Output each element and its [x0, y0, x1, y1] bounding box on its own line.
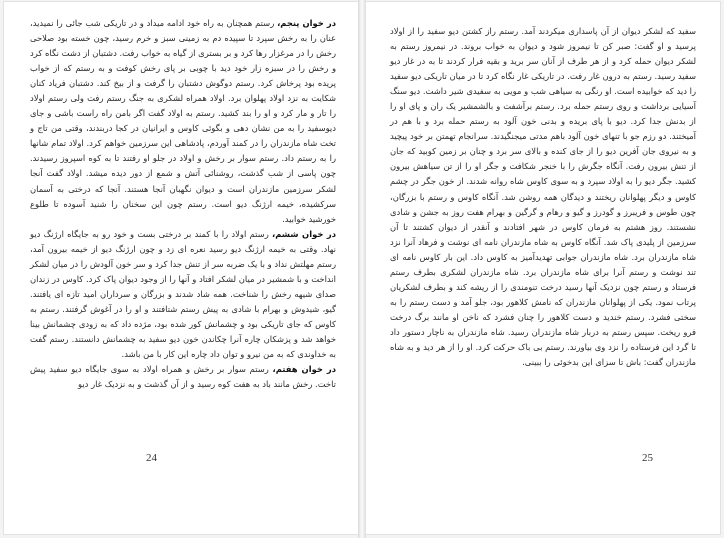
paragraph-text: رستم اولاد را با کمند بر درختی بست و خود رو به جایگاه ارژنگ دیو نهاد. وقتی به خیمه ارژنگ دیو رسید نعره ای زد و چون ارژنگ دیو از خیمه بیرون آمد، رستم مهلتش نداد و با یک ضربه سر از تنش جدا کرد و سر خون آلودش را در میان لشکر انداخت و با شمشیر در میان لشکر افتاد و آنها را از وجود دیوان پاک کرد. کاوس در زندان صدای شیهه رخش را شناخت. همه شاد شدند و بزرگان و سرداران امید تازه ای یافتند. گیو، شیدوش و بهرام با شادی به پیش رستم شتافتند و او را در آغوش گرفتند. رستم به کاوس که جای تاریکی بود و چشمانش کور شده بود، مژده داد که به زودی چشمانش بینا خواهد شد و پزشکان چاره آنرا چکاندن خون دیو سفید به چشمانش دانستند. رستم گفت به خداوندی که به من نیرو و توان داد چاره این کار با من باشد. — [30, 228, 336, 360]
paragraph — [390, 24, 696, 370]
page-number: 24 — [146, 452, 157, 464]
paragraph-text: سفید که لشکر دیوان از آن پاسداری میکردند آمد. رستم راز کشتن دیو سفید را از اولاد پرسید و او گفت: صبر کن تا نیمروز شود و دیوان به خواب بروند. در نیمروز رستم به لشکر دیوان حمله کرد و از هر طرف از آنان سر برید و بقیه فرار کردند تا به در غار دیو سفید رسید. رستم به درون غار رفت. در تاریکی غار نگاه کرد تا در میان تاریکی دیو سفید را دید که خوابیده است. او رنگی به سیاهی شب و مویی به سفیدی شیر داشت. دیو سنگ آسیایی برداشت و روی رستم حمله برد. رستم برآشفت و بالشمشیر یک ران و پای او را از بدنش جدا کرد. دیو با پای بریده و بدنی خون آلود به رستم حمله برد و با هم در آمیختند. دو رزم جو با تنهای خون آلود باهم مدتی میجنگیدند. سرانجام تهمتن بر خود پیچید و به نیروی جان آفرین دیو را از جای کنده و بالای سر برد و چنان بر زمین کوبید که جان از تنش بیرون رفت. آنگاه جگرش را با خنجر شکافت و جگر او را از تن سیاهش بیرون کشید. جگر دیو را به اولاد سپرد و به سوی کاوس شاه روانه شدند. از خون جگر در چشم کاوس و دیگر پهلوانان ریختند و دیدگان همه روشن شد. آنگاه کاوس و رستم با بزرگان، چون طوس و فریبرز و گودرز و گیو و رهام و گرگین و بهرام هفت روز به جشن و شادی نشستند. روز هشتم به فرمان کاوس در شهر افتادند و آنقدر از دیوان کشتند تا آن سرزمین از پلیدی پاک شد. آنگاه کاوس به شاه مازندران نامه ای نوشت و فرهاد آنرا نزد شاه مازندران برد. شاه مازندران جوابی تهدیدآمیز به کاوس داد. این بار کاوس نامه ای تند نوشت و رستم آنرا برای شاه مازندران برد. شاه مازندران لشکری بطرف رستم فرستاد و رستم چون نزدیک آنها رسید درخت تنومندی را از ریشه کند و بطرف لشکریان پرتاب نمود. یکی از پهلوانان مازندران که نامش کلاهور بود، جلو آمد و دست رستم را به سختی فشرد. رستم خندید و دست کلاهور را چنان فشرد که ناخن او مانند برگ درخت فرو ریخت. سپس رستم به دربار شاه مازندران رسید. شاه مازندران به ناچار دستور داد تا گرد این فرستاده را نزد وی بیاورند. رستم بی باک حرکت کرد. او را از هر دید و به شاه مازندران گفت: باش تا سزای این بدخوئی را ببینی. — [390, 26, 696, 368]
paragraph-heading: در خوان ششم، — [272, 228, 336, 239]
left-page — [4, 2, 358, 534]
paragraph-text: رستم همچنان به راه خود ادامه میداد و در تاریکی شب جائی را نمیدید، عنان را به رخش سپرد تا سپیده دم به زمینی سبز و خرم رسید، چون خسته بود صلاحی رخش را در مرغزار رها کرد و بر بستری از گیاه به خواب رفت. دشتبان از دشت نگاه کرد و رخش را در سبزه زار خود دید با چوبی بر پای رخش کوفت و به رستم که از خواب پریده بود پرخاش کرد. رستم دوگوش دشتبان را گرفت و از بیخ کند. دشتبان فریاد کنان شکایت به نزد اولاد پهلوان برد. اولاد همراه لشکری به جنگ رستم رفت ولی رستم اولاد را تار و مار کرد و او را بند کشید. رستم به اولاد گفت اگر بامن راه راست باشی و جای دیوسفید را به من نشان دهی و بگوئی کاوس و ایرانیان در کجا دربندند، وقتی من تاج و تخت شاه مازندران را در کمند آوردم، پادشاهی این سرزمین خواهم کرد. اولاد تمام شانها را به رستم داد. رستم سوار بر رخش و اولاد در جلو او رفتند تا به کوه اسپروز رسیدند. چون پاسی از شب گذشت، روشنائی آتش و شمع از دور دیده میشد. اولاد گفت آنجا لشکر سرزمین مازندران است و دیوان نگهبان آنجا هستند. آنجا که درختی به آسمان سرکشیده، خیمه ارژنگ دیو است. رستم چون این سخنان را شنید آسوده تا طلوع خورشید خوابید. — [30, 18, 336, 224]
paragraph — [30, 16, 336, 227]
paragraph-text: رستم سوار بر رخش و همراه اولاد به سوی جایگاه دیو سفید پیش تاخت. رخش مانند باد به هفت کوه رسید و از آن گذشت و به نزدیک غار دیو — [30, 364, 336, 390]
paragraph-heading: در خوان هفتم، — [272, 364, 336, 375]
paragraph — [30, 227, 336, 362]
book-gutter — [358, 0, 366, 538]
paragraph — [30, 362, 336, 392]
left-page-text — [30, 16, 336, 392]
right-page-text — [390, 24, 696, 370]
right-page — [366, 2, 720, 534]
paragraph-heading: در خوان پنجم، — [277, 18, 337, 28]
page-number: 25 — [642, 452, 653, 464]
